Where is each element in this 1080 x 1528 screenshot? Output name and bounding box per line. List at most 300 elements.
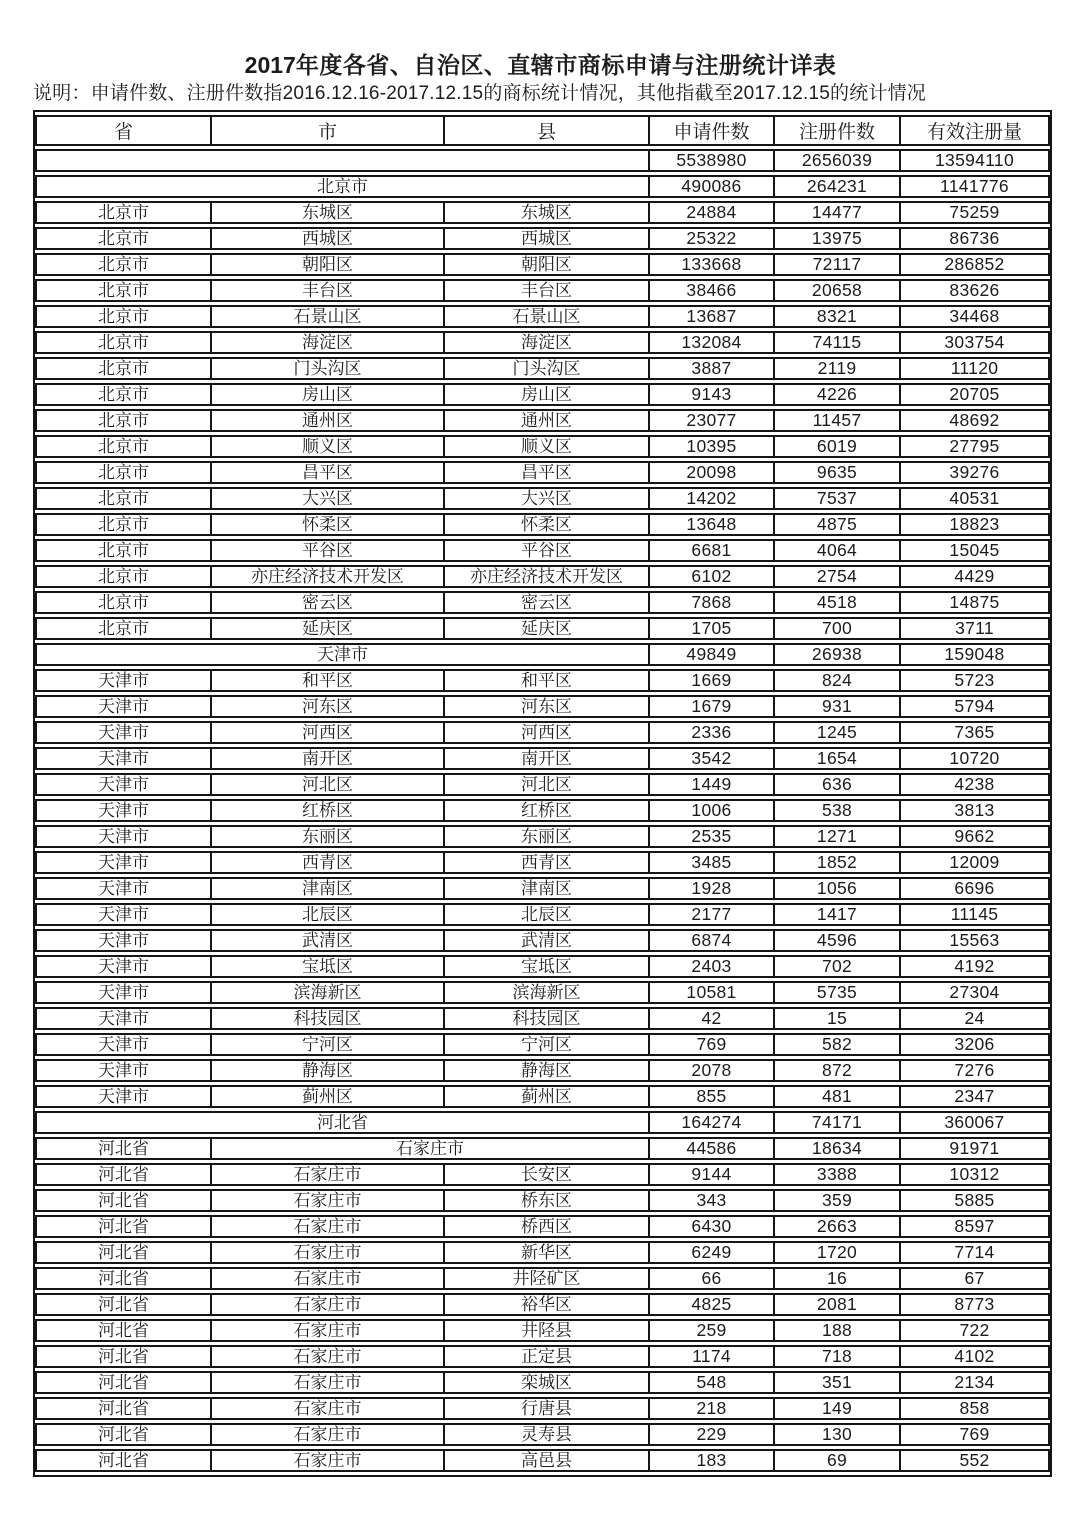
apply-count-cell: 343 (650, 1189, 775, 1212)
register-count-cell: 351 (775, 1371, 901, 1394)
table-row (35, 773, 1050, 796)
county-cell: 行唐县 (445, 1397, 650, 1420)
table-row (35, 175, 1050, 198)
table-row (35, 1345, 1050, 1368)
register-count-cell: 481 (775, 1085, 901, 1108)
register-count-cell: 130 (775, 1423, 901, 1446)
register-count-cell: 4226 (775, 383, 901, 406)
city-cell: 河西区 (212, 721, 445, 744)
register-count-cell: 26938 (775, 643, 901, 666)
table-row (35, 1293, 1050, 1316)
register-count-cell: 538 (775, 799, 901, 822)
city-cell: 石家庄市 (212, 1371, 445, 1394)
province-cell: 天津市 (35, 695, 212, 718)
city-cell: 东丽区 (212, 825, 445, 848)
table-row (35, 955, 1050, 978)
province-cell: 天津市 (35, 929, 212, 952)
register-count-cell: 636 (775, 773, 901, 796)
valid-count-cell: 1141776 (901, 175, 1050, 198)
city-cell: 石景山区 (212, 305, 445, 328)
table-row (35, 1267, 1050, 1290)
valid-count-cell: 3813 (901, 799, 1050, 822)
valid-count-cell: 15563 (901, 929, 1050, 952)
table-row (35, 1241, 1050, 1264)
apply-count-cell: 2535 (650, 825, 775, 848)
apply-count-cell: 38466 (650, 279, 775, 302)
city-cell: 朝阳区 (212, 253, 445, 276)
city-cell: 静海区 (212, 1059, 445, 1082)
county-cell: 栾城区 (445, 1371, 650, 1394)
province-cell: 河北省 (35, 1345, 212, 1368)
province-cell: 北京市 (35, 435, 212, 458)
register-count-cell: 149 (775, 1397, 901, 1420)
city-cell: 石家庄市 (212, 1319, 445, 1342)
col-header-5: 有效注册量 (901, 115, 1050, 146)
col-header-2: 县 (445, 115, 650, 146)
valid-count-cell: 18823 (901, 513, 1050, 536)
city-cell: 延庆区 (212, 617, 445, 640)
apply-count-cell: 3542 (650, 747, 775, 770)
valid-count-cell: 7365 (901, 721, 1050, 744)
valid-count-cell: 4238 (901, 773, 1050, 796)
valid-count-cell: 67 (901, 1267, 1050, 1290)
table-row (35, 1163, 1050, 1186)
register-count-cell: 931 (775, 695, 901, 718)
apply-count-cell: 6681 (650, 539, 775, 562)
register-count-cell: 3388 (775, 1163, 901, 1186)
city-cell: 西青区 (212, 851, 445, 874)
city-cell: 石家庄市 (212, 1241, 445, 1264)
page-title (33, 50, 1048, 80)
city-total-cell: 石家庄市 (212, 1137, 650, 1160)
city-cell: 石家庄市 (212, 1163, 445, 1186)
county-cell: 长安区 (445, 1163, 650, 1186)
valid-count-cell: 8773 (901, 1293, 1050, 1316)
county-cell: 滨海新区 (445, 981, 650, 1004)
province-cell: 天津市 (35, 877, 212, 900)
header-row (35, 115, 1050, 146)
province-total-cell: 北京市 (35, 175, 650, 198)
province-cell: 天津市 (35, 721, 212, 744)
apply-count-cell: 1449 (650, 773, 775, 796)
register-count-cell: 1271 (775, 825, 901, 848)
province-cell: 北京市 (35, 253, 212, 276)
register-count-cell: 7537 (775, 487, 901, 510)
province-cell: 天津市 (35, 669, 212, 692)
valid-count-cell: 34468 (901, 305, 1050, 328)
apply-count-cell: 133668 (650, 253, 775, 276)
province-cell: 河北省 (35, 1371, 212, 1394)
register-count-cell: 2081 (775, 1293, 901, 1316)
city-cell: 石家庄市 (212, 1397, 445, 1420)
city-cell: 武清区 (212, 929, 445, 952)
table-row (35, 1371, 1050, 1394)
valid-count-cell: 303754 (901, 331, 1050, 354)
province-cell: 河北省 (35, 1163, 212, 1186)
province-cell: 北京市 (35, 617, 212, 640)
table-row (35, 461, 1050, 484)
register-count-cell: 18634 (775, 1137, 901, 1160)
table-row (35, 1397, 1050, 1420)
county-cell: 通州区 (445, 409, 650, 432)
table-row (35, 487, 1050, 510)
table-row (35, 695, 1050, 718)
valid-count-cell: 83626 (901, 279, 1050, 302)
county-cell: 河西区 (445, 721, 650, 744)
table-row (35, 981, 1050, 1004)
county-cell: 灵寿县 (445, 1423, 650, 1446)
city-cell: 大兴区 (212, 487, 445, 510)
city-cell: 西城区 (212, 227, 445, 250)
valid-count-cell: 91971 (901, 1137, 1050, 1160)
apply-count-cell: 13687 (650, 305, 775, 328)
register-count-cell: 188 (775, 1319, 901, 1342)
apply-count-cell: 183 (650, 1449, 775, 1472)
table-row (35, 1449, 1050, 1472)
city-cell: 南开区 (212, 747, 445, 770)
county-cell: 密云区 (445, 591, 650, 614)
col-header-4: 注册件数 (775, 115, 901, 146)
county-cell: 丰台区 (445, 279, 650, 302)
province-cell: 北京市 (35, 305, 212, 328)
city-cell: 河东区 (212, 695, 445, 718)
col-header-0: 省 (35, 115, 212, 146)
table-row (35, 1085, 1050, 1108)
county-cell: 昌平区 (445, 461, 650, 484)
city-cell: 津南区 (212, 877, 445, 900)
province-total-cell: 天津市 (35, 643, 650, 666)
table-row (35, 1319, 1050, 1342)
apply-count-cell: 1679 (650, 695, 775, 718)
register-count-cell: 11457 (775, 409, 901, 432)
table-row (35, 1137, 1050, 1160)
county-cell: 朝阳区 (445, 253, 650, 276)
valid-count-cell: 858 (901, 1397, 1050, 1420)
province-cell: 北京市 (35, 513, 212, 536)
table-row (35, 539, 1050, 562)
register-count-cell: 582 (775, 1033, 901, 1056)
table-row (35, 903, 1050, 926)
county-cell: 南开区 (445, 747, 650, 770)
table-row (35, 799, 1050, 822)
apply-count-cell: 259 (650, 1319, 775, 1342)
table-row (35, 1189, 1050, 1212)
table-row (35, 149, 1050, 172)
county-cell: 和平区 (445, 669, 650, 692)
county-cell: 井陉县 (445, 1319, 650, 1342)
valid-count-cell: 15045 (901, 539, 1050, 562)
county-cell: 河东区 (445, 695, 650, 718)
city-cell: 石家庄市 (212, 1449, 445, 1472)
province-cell: 天津市 (35, 1033, 212, 1056)
apply-count-cell: 6102 (650, 565, 775, 588)
apply-count-cell: 1669 (650, 669, 775, 692)
apply-count-cell: 218 (650, 1397, 775, 1420)
province-cell: 河北省 (35, 1397, 212, 1420)
province-cell: 河北省 (35, 1137, 212, 1160)
valid-count-cell: 10312 (901, 1163, 1050, 1186)
city-cell: 石家庄市 (212, 1189, 445, 1212)
city-cell: 石家庄市 (212, 1267, 445, 1290)
register-count-cell: 20658 (775, 279, 901, 302)
province-cell: 北京市 (35, 383, 212, 406)
register-count-cell: 6019 (775, 435, 901, 458)
register-count-cell: 4875 (775, 513, 901, 536)
table-row (35, 227, 1050, 250)
city-cell: 亦庄经济技术开发区 (212, 565, 445, 588)
col-header-3: 申请件数 (650, 115, 775, 146)
valid-count-cell: 7276 (901, 1059, 1050, 1082)
table-row (35, 279, 1050, 302)
valid-count-cell: 20705 (901, 383, 1050, 406)
county-cell: 延庆区 (445, 617, 650, 640)
apply-count-cell: 5538980 (650, 149, 775, 172)
stats-table (33, 110, 1052, 1477)
title-text: 年度各省、自治区、直辖市商标申请与注册统计详表 (295, 52, 837, 78)
valid-count-cell: 13594110 (901, 149, 1050, 172)
city-cell: 昌平区 (212, 461, 445, 484)
province-cell: 河北省 (35, 1449, 212, 1472)
register-count-cell: 5735 (775, 981, 901, 1004)
valid-count-cell: 2347 (901, 1085, 1050, 1108)
valid-count-cell: 8597 (901, 1215, 1050, 1238)
apply-count-cell: 1006 (650, 799, 775, 822)
city-cell: 科技园区 (212, 1007, 445, 1030)
table-row (35, 1007, 1050, 1030)
province-cell: 天津市 (35, 799, 212, 822)
province-cell: 天津市 (35, 825, 212, 848)
apply-count-cell: 9144 (650, 1163, 775, 1186)
city-cell: 丰台区 (212, 279, 445, 302)
valid-count-cell: 722 (901, 1319, 1050, 1342)
county-cell: 新华区 (445, 1241, 650, 1264)
valid-count-cell: 7714 (901, 1241, 1050, 1264)
apply-count-cell: 769 (650, 1033, 775, 1056)
apply-count-cell: 49849 (650, 643, 775, 666)
table-row (35, 851, 1050, 874)
province-cell: 天津市 (35, 981, 212, 1004)
valid-count-cell: 3206 (901, 1033, 1050, 1056)
apply-count-cell: 10395 (650, 435, 775, 458)
province-cell: 河北省 (35, 1215, 212, 1238)
apply-count-cell: 7868 (650, 591, 775, 614)
apply-count-cell: 3485 (650, 851, 775, 874)
table-row (35, 201, 1050, 224)
county-cell: 西城区 (445, 227, 650, 250)
col-header-1: 市 (212, 115, 445, 146)
apply-count-cell: 2078 (650, 1059, 775, 1082)
register-count-cell: 16 (775, 1267, 901, 1290)
province-cell: 北京市 (35, 461, 212, 484)
valid-count-cell: 11120 (901, 357, 1050, 380)
apply-count-cell: 24884 (650, 201, 775, 224)
apply-count-cell: 229 (650, 1423, 775, 1446)
table-row (35, 1033, 1050, 1056)
county-cell: 亦庄经济技术开发区 (445, 565, 650, 588)
table-row (35, 669, 1050, 692)
apply-count-cell: 10581 (650, 981, 775, 1004)
apply-count-cell: 132084 (650, 331, 775, 354)
apply-count-cell: 14202 (650, 487, 775, 510)
city-cell: 顺义区 (212, 435, 445, 458)
county-cell: 高邑县 (445, 1449, 650, 1472)
valid-count-cell: 769 (901, 1423, 1050, 1446)
valid-count-cell: 14875 (901, 591, 1050, 614)
county-cell: 怀柔区 (445, 513, 650, 536)
register-count-cell: 74115 (775, 331, 901, 354)
county-cell: 房山区 (445, 383, 650, 406)
table-row (35, 383, 1050, 406)
valid-count-cell: 40531 (901, 487, 1050, 510)
apply-count-cell: 9143 (650, 383, 775, 406)
register-count-cell: 700 (775, 617, 901, 640)
province-cell: 北京市 (35, 591, 212, 614)
county-cell: 裕华区 (445, 1293, 650, 1316)
valid-count-cell: 75259 (901, 201, 1050, 224)
register-count-cell: 4064 (775, 539, 901, 562)
county-cell: 东城区 (445, 201, 650, 224)
register-count-cell: 8321 (775, 305, 901, 328)
table-row (35, 1111, 1050, 1134)
valid-count-cell: 10720 (901, 747, 1050, 770)
county-cell: 北辰区 (445, 903, 650, 926)
table-row (35, 305, 1050, 328)
county-cell: 桥东区 (445, 1189, 650, 1212)
register-count-cell: 1056 (775, 877, 901, 900)
province-cell: 北京市 (35, 227, 212, 250)
apply-count-cell: 1705 (650, 617, 775, 640)
apply-count-cell: 3887 (650, 357, 775, 380)
register-count-cell: 72117 (775, 253, 901, 276)
city-cell: 海淀区 (212, 331, 445, 354)
table-row (35, 617, 1050, 640)
register-count-cell: 14477 (775, 201, 901, 224)
county-cell: 蓟州区 (445, 1085, 650, 1108)
city-cell: 宁河区 (212, 1033, 445, 1056)
apply-count-cell: 855 (650, 1085, 775, 1108)
county-cell: 东丽区 (445, 825, 650, 848)
apply-count-cell: 2403 (650, 955, 775, 978)
valid-count-cell: 27795 (901, 435, 1050, 458)
county-cell: 海淀区 (445, 331, 650, 354)
county-cell: 红桥区 (445, 799, 650, 822)
valid-count-cell: 9662 (901, 825, 1050, 848)
register-count-cell: 2754 (775, 565, 901, 588)
register-count-cell: 4518 (775, 591, 901, 614)
apply-count-cell: 23077 (650, 409, 775, 432)
valid-count-cell: 27304 (901, 981, 1050, 1004)
register-count-cell: 824 (775, 669, 901, 692)
valid-count-cell: 48692 (901, 409, 1050, 432)
table-row (35, 643, 1050, 666)
apply-count-cell: 1928 (650, 877, 775, 900)
valid-count-cell: 39276 (901, 461, 1050, 484)
valid-count-cell: 5723 (901, 669, 1050, 692)
apply-count-cell: 20098 (650, 461, 775, 484)
valid-count-cell: 5885 (901, 1189, 1050, 1212)
province-cell: 北京市 (35, 409, 212, 432)
apply-count-cell: 4825 (650, 1293, 775, 1316)
apply-count-cell: 44586 (650, 1137, 775, 1160)
county-cell: 武清区 (445, 929, 650, 952)
apply-count-cell: 42 (650, 1007, 775, 1030)
register-count-cell: 264231 (775, 175, 901, 198)
county-cell: 宝坻区 (445, 955, 650, 978)
province-cell: 天津市 (35, 1085, 212, 1108)
valid-count-cell: 4102 (901, 1345, 1050, 1368)
note-line: 说明：申请件数、注册件数指2016.12.16-2017.12.15的商标统计情况，其他指截至2017.12.15的统计情况 (33, 83, 927, 104)
city-cell: 石家庄市 (212, 1215, 445, 1238)
valid-count-cell: 86736 (901, 227, 1050, 250)
county-cell: 门头沟区 (445, 357, 650, 380)
table-row (35, 747, 1050, 770)
province-cell: 天津市 (35, 1059, 212, 1082)
register-count-cell: 13975 (775, 227, 901, 250)
city-cell: 通州区 (212, 409, 445, 432)
province-total-cell: 河北省 (35, 1111, 650, 1134)
province-cell: 北京市 (35, 539, 212, 562)
grand-total-label-cell (35, 149, 650, 172)
table-row (35, 331, 1050, 354)
register-count-cell: 4596 (775, 929, 901, 952)
valid-count-cell: 4192 (901, 955, 1050, 978)
apply-count-cell: 164274 (650, 1111, 775, 1134)
register-count-cell: 2663 (775, 1215, 901, 1238)
city-cell: 和平区 (212, 669, 445, 692)
valid-count-cell: 12009 (901, 851, 1050, 874)
valid-count-cell: 5794 (901, 695, 1050, 718)
county-cell: 正定县 (445, 1345, 650, 1368)
table-row (35, 591, 1050, 614)
city-cell: 平谷区 (212, 539, 445, 562)
county-cell: 津南区 (445, 877, 650, 900)
city-cell: 房山区 (212, 383, 445, 406)
county-cell: 桥西区 (445, 1215, 650, 1238)
county-cell: 静海区 (445, 1059, 650, 1082)
province-cell: 天津市 (35, 851, 212, 874)
province-cell: 天津市 (35, 747, 212, 770)
apply-count-cell: 1174 (650, 1345, 775, 1368)
county-cell: 宁河区 (445, 1033, 650, 1056)
county-cell: 科技园区 (445, 1007, 650, 1030)
province-cell: 河北省 (35, 1267, 212, 1290)
county-cell: 石景山区 (445, 305, 650, 328)
register-count-cell: 15 (775, 1007, 901, 1030)
valid-count-cell: 3711 (901, 617, 1050, 640)
province-cell: 北京市 (35, 565, 212, 588)
province-cell: 天津市 (35, 903, 212, 926)
valid-count-cell: 24 (901, 1007, 1050, 1030)
province-cell: 河北省 (35, 1241, 212, 1264)
register-count-cell: 359 (775, 1189, 901, 1212)
city-cell: 怀柔区 (212, 513, 445, 536)
apply-count-cell: 490086 (650, 175, 775, 198)
city-cell: 密云区 (212, 591, 445, 614)
city-cell: 宝坻区 (212, 955, 445, 978)
city-cell: 北辰区 (212, 903, 445, 926)
register-count-cell: 702 (775, 955, 901, 978)
city-cell: 滨海新区 (212, 981, 445, 1004)
title-year: 2017 (244, 52, 296, 78)
county-cell: 井陉矿区 (445, 1267, 650, 1290)
register-count-cell: 872 (775, 1059, 901, 1082)
province-cell: 北京市 (35, 331, 212, 354)
province-cell: 河北省 (35, 1319, 212, 1342)
table-row (35, 513, 1050, 536)
valid-count-cell: 159048 (901, 643, 1050, 666)
province-cell: 北京市 (35, 279, 212, 302)
register-count-cell: 2119 (775, 357, 901, 380)
